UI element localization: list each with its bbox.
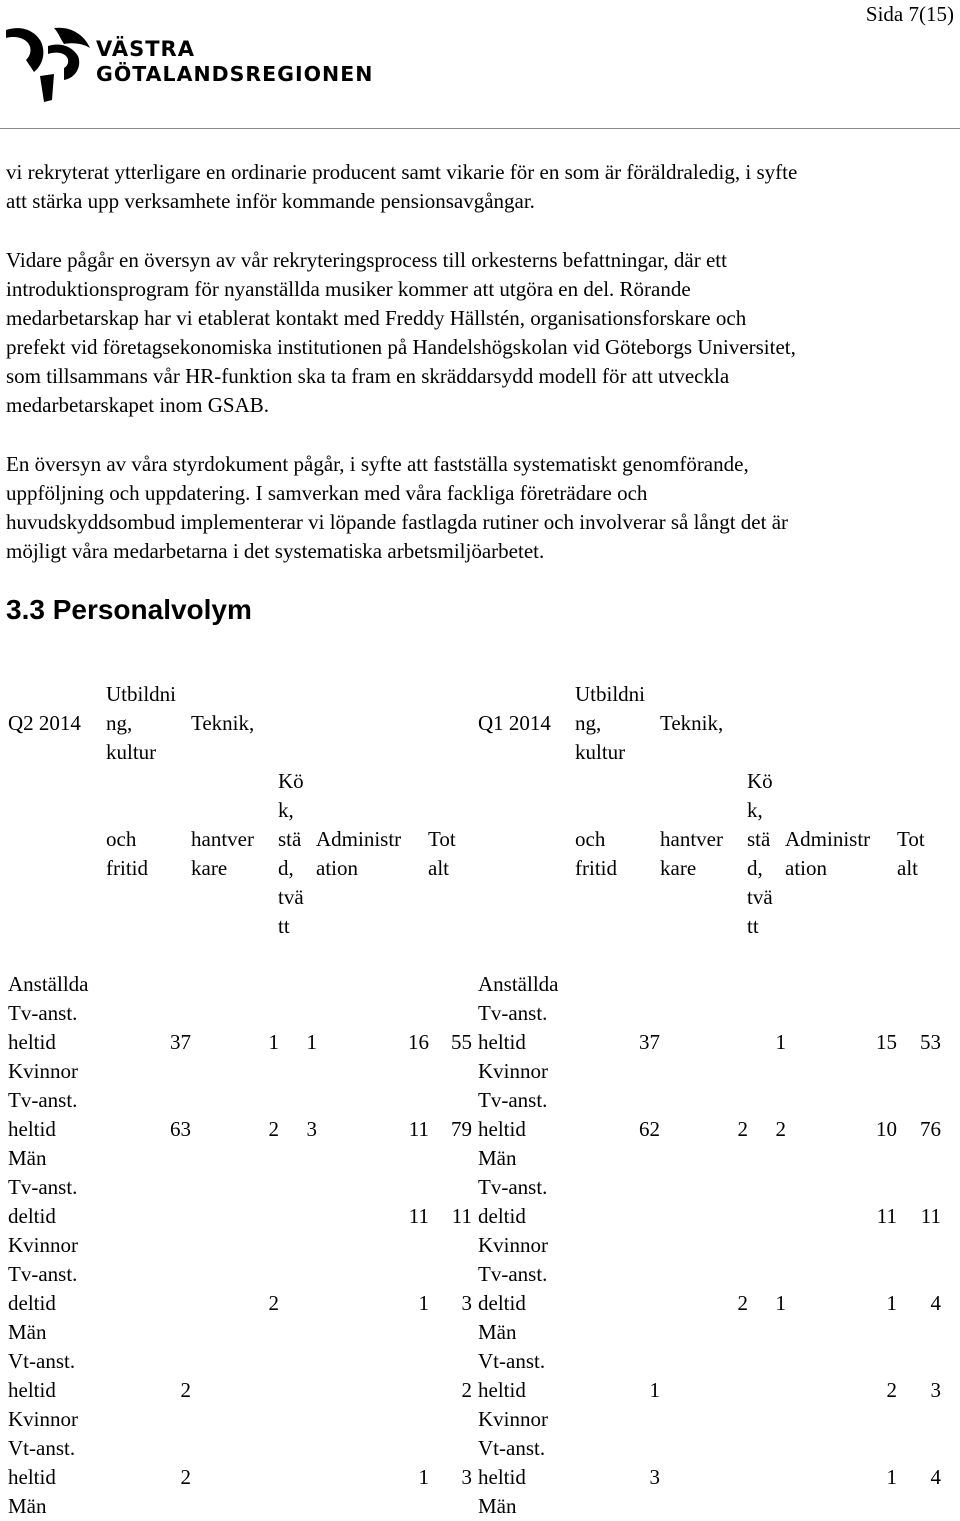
table-row-label: Kvinnor xyxy=(8,1059,78,1083)
paragraph-line: uppföljning och uppdatering. I samverkan med våra fackliga företrädare och xyxy=(6,481,648,505)
table-row-label: heltid xyxy=(478,1030,526,1054)
table-cell: 2 xyxy=(180,1378,191,1402)
table-row-label: Vt-anst. xyxy=(8,1436,76,1460)
column-header-text: stä xyxy=(747,827,771,851)
table-row-label: heltid xyxy=(8,1030,56,1054)
table-row-label: Tv-anst. xyxy=(8,1262,78,1286)
column-header-text: kultur xyxy=(106,740,157,764)
table-section-label: Anställda xyxy=(8,972,89,996)
paragraph-line: introduktionsprogram för nyanställda musiker kommer att utgöra en del. Rörande xyxy=(6,277,691,301)
table-cell: 15 xyxy=(876,1030,897,1054)
column-header-text: ng, xyxy=(106,711,133,735)
column-header-text: ng, xyxy=(575,711,602,735)
column-header-text: tvä xyxy=(278,885,304,909)
column-header-text: alt xyxy=(428,856,449,880)
table-cell: 2 xyxy=(268,1291,279,1315)
table-row-label: Tv-anst. xyxy=(8,1088,78,1112)
page-number: Sida 7(15) xyxy=(865,2,954,26)
paragraph-2 xyxy=(6,246,956,420)
table-row-label: Män xyxy=(478,1494,517,1518)
table-row-label: Män xyxy=(478,1320,517,1344)
table-cell: 37 xyxy=(170,1030,191,1054)
table-cell: 11 xyxy=(876,1204,897,1228)
column-header-text: och xyxy=(106,827,137,851)
column-header-text: d, xyxy=(278,856,294,880)
table-period-label: Q2 2014 xyxy=(8,711,81,735)
column-header-text: hantver xyxy=(660,827,723,851)
table-cell: 2 xyxy=(180,1465,191,1489)
table-cell: 63 xyxy=(170,1117,191,1141)
column-header-text: alt xyxy=(897,856,918,880)
table-cell: 2 xyxy=(461,1378,472,1402)
paragraph-line: Vidare pågår en översyn av vår rekryteringsprocess till orkesterns befattningar, där ett xyxy=(6,248,727,272)
table-row-label: Kvinnor xyxy=(8,1233,78,1257)
column-header-text: Teknik, xyxy=(191,711,255,735)
column-header-text: tt xyxy=(747,914,759,938)
paragraph-line: huvudskyddsombud implementerar vi löpande fastlagda rutiner och involverar så långt det är xyxy=(6,510,789,534)
column-header-text: fritid xyxy=(106,856,148,880)
table-cell: 1 xyxy=(775,1291,786,1315)
table-cell: 11 xyxy=(451,1204,472,1228)
table-cell: 3 xyxy=(461,1291,472,1315)
paragraph-line: medarbetarskap har vi etablerat kontakt med Freddy Hällstén, organisationsforskare och xyxy=(6,306,747,330)
table-row-label: Tv-anst. xyxy=(8,1175,78,1199)
table-row-label: Vt-anst. xyxy=(478,1436,546,1460)
table-cell: 11 xyxy=(408,1204,429,1228)
table-cell: 37 xyxy=(639,1030,660,1054)
table-cell: 4 xyxy=(930,1465,941,1489)
table-row-label: heltid xyxy=(8,1117,56,1141)
table-cell: 1 xyxy=(886,1465,897,1489)
column-header-text: Utbildni xyxy=(106,682,177,706)
table-row-label: Män xyxy=(8,1494,47,1518)
table-row-label: Tv-anst. xyxy=(478,1262,548,1286)
table-cell: 4 xyxy=(930,1291,941,1315)
table-cell: 2 xyxy=(268,1117,279,1141)
table-row-label: Män xyxy=(8,1146,47,1170)
column-header-text: Kö xyxy=(747,769,773,793)
table-row-label: heltid xyxy=(478,1378,526,1402)
table-row-label: deltid xyxy=(478,1291,526,1315)
column-header-text: Administr xyxy=(316,827,402,851)
paragraph-line: vi rekryterat ytterligare en ordinarie producent samt vikarie för en som är föräldraledig, i syfte xyxy=(6,160,798,184)
column-header-text: k, xyxy=(747,798,763,822)
logo-mark-icon xyxy=(4,24,94,106)
paragraph-line: prefekt vid företagsekonomiska institutionen på Handelshögskolan vid Göteborgs Universitet, xyxy=(6,335,796,359)
column-header-text: Tot xyxy=(428,827,456,851)
column-header-text: och xyxy=(575,827,606,851)
table-row-label: Tv-anst. xyxy=(478,1001,548,1025)
logo-text-line1: VÄSTRA xyxy=(96,37,195,61)
paragraph-3 xyxy=(6,450,956,566)
table-cell: 3 xyxy=(930,1378,941,1402)
table-row-label: Män xyxy=(8,1320,47,1344)
table-cell: 16 xyxy=(408,1030,429,1054)
paragraph-line: möjligt våra medarbetarna i det systematiska arbetsmiljöarbetet. xyxy=(6,539,545,563)
table-row-label: deltid xyxy=(8,1204,56,1228)
table-row-label: deltid xyxy=(478,1204,526,1228)
table-row-label: Vt-anst. xyxy=(8,1349,76,1373)
table-cell: 53 xyxy=(920,1030,941,1054)
logo-text-line2: GÖTALANDSREGIONEN xyxy=(96,62,374,86)
column-header-text: stä xyxy=(278,827,302,851)
column-header-text: ation xyxy=(785,856,827,880)
table-cell: 1 xyxy=(418,1465,429,1489)
table-row-label: heltid xyxy=(478,1465,526,1489)
table-row-label: Kvinnor xyxy=(478,1059,548,1083)
table-row-label: heltid xyxy=(8,1465,56,1489)
column-header-text: Utbildni xyxy=(575,682,646,706)
column-header-text: tvä xyxy=(747,885,773,909)
paragraph-line: som tillsammans vår HR-funktion ska ta fram en skräddarsydd modell för att utveckla xyxy=(6,364,730,388)
table-cell: 11 xyxy=(408,1117,429,1141)
column-header-text: fritid xyxy=(575,856,617,880)
column-header-text: kultur xyxy=(575,740,626,764)
table-cell: 2 xyxy=(775,1117,786,1141)
paragraph-1 xyxy=(6,158,956,216)
vastra-gotalandsregionen-logo xyxy=(4,24,394,106)
paragraph-line: att stärka upp verksamhete inför kommande pensionsavgångar. xyxy=(6,189,535,213)
column-header-text: k, xyxy=(278,798,294,822)
column-header-text: kare xyxy=(191,856,228,880)
column-header-text: d, xyxy=(747,856,763,880)
table-cell: 1 xyxy=(886,1291,897,1315)
column-header-text: Administr xyxy=(785,827,871,851)
table-row-label: Vt-anst. xyxy=(478,1349,546,1373)
column-header-text: kare xyxy=(660,856,697,880)
table-row-label: Kvinnor xyxy=(8,1407,78,1431)
table-cell: 2 xyxy=(737,1117,748,1141)
table-cell: 1 xyxy=(775,1030,786,1054)
column-header-text: tt xyxy=(278,914,290,938)
table-cell: 76 xyxy=(920,1117,941,1141)
table-row-label: Kvinnor xyxy=(478,1407,548,1431)
table-row-label: Tv-anst. xyxy=(8,1001,78,1025)
table-cell: 79 xyxy=(451,1117,472,1141)
column-header-text: Kö xyxy=(278,769,304,793)
header-divider xyxy=(0,128,960,129)
table-cell: 10 xyxy=(876,1117,897,1141)
table-period-label: Q1 2014 xyxy=(478,711,551,735)
table-cell: 1 xyxy=(649,1378,660,1402)
paragraph-line: medarbetarskapet inom GSAB. xyxy=(6,393,270,417)
paragraph-line: En översyn av våra styrdokument pågår, i syfte att fastställa systematiskt genomförande, xyxy=(6,452,749,476)
table-cell: 55 xyxy=(451,1030,472,1054)
table-cell: 1 xyxy=(268,1030,279,1054)
table-row-label: Män xyxy=(478,1146,517,1170)
table-cell: 1 xyxy=(306,1030,317,1054)
column-header-text: hantver xyxy=(191,827,254,851)
table-cell: 62 xyxy=(639,1117,660,1141)
table-row-label: Tv-anst. xyxy=(478,1088,548,1112)
section-heading: 3.3 Personalvolym xyxy=(6,594,252,625)
table-cell: 2 xyxy=(737,1291,748,1315)
table-section-label: Anställda xyxy=(478,972,559,996)
table-cell: 3 xyxy=(649,1465,660,1489)
table-row-label: heltid xyxy=(8,1378,56,1402)
table-cell: 3 xyxy=(461,1465,472,1489)
column-header-text: Teknik, xyxy=(660,711,724,735)
table-row-label: Kvinnor xyxy=(478,1233,548,1257)
table-cell: 2 xyxy=(886,1378,897,1402)
table-row-label: Tv-anst. xyxy=(478,1175,548,1199)
table-cell: 3 xyxy=(306,1117,317,1141)
column-header-text: ation xyxy=(316,856,358,880)
table-row-label: heltid xyxy=(478,1117,526,1141)
column-header-text: Tot xyxy=(897,827,925,851)
table-cell: 1 xyxy=(418,1291,429,1315)
table-row-label: deltid xyxy=(8,1291,56,1315)
table-cell: 11 xyxy=(920,1204,941,1228)
